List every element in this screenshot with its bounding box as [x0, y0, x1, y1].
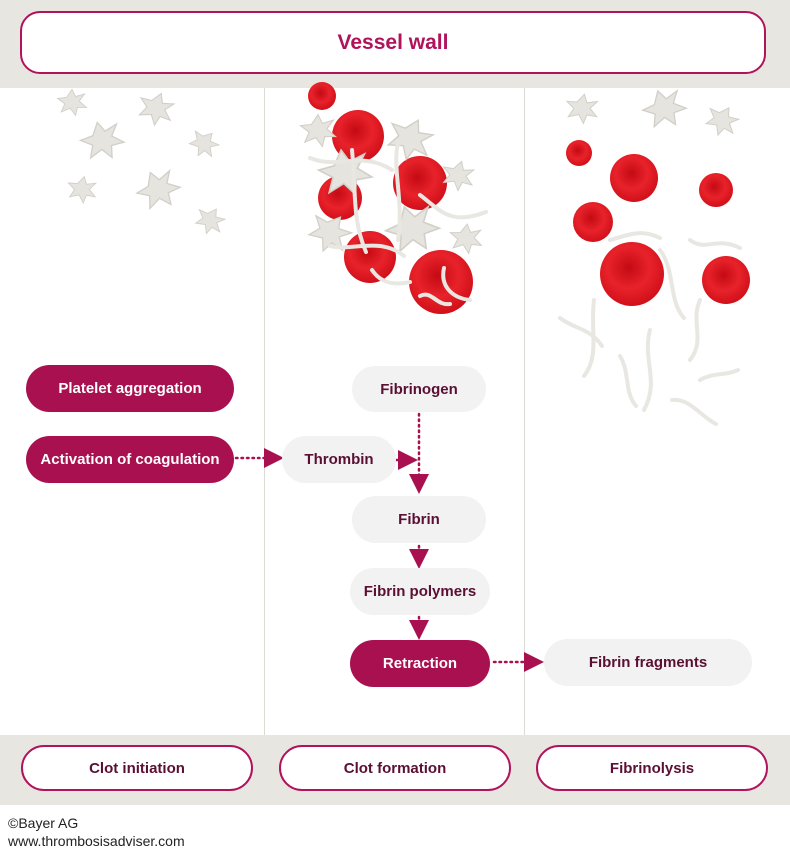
fibrinogen-node: Fibrinogen [352, 366, 486, 412]
fibrin-polymers-node: Fibrin polymers [350, 568, 490, 615]
copyright-text: ©Bayer AG [8, 815, 79, 831]
fibrin-fragments-node: Fibrin fragments [544, 639, 752, 686]
platelet-cluster-initiation [58, 88, 229, 239]
stage-clot-initiation: Clot initiation [21, 745, 253, 791]
fibrinolysis-illustration [560, 84, 750, 424]
vessel-wall-label: Vessel wall [20, 11, 766, 74]
website-text: www.thrombosisadviser.com [8, 833, 185, 849]
thrombin-node: Thrombin [282, 436, 396, 483]
platelet-aggregation-node: Platelet aggregation [26, 365, 234, 412]
footer [8, 814, 185, 850]
activation-of-coagulation-node: Activation of coagulation [26, 436, 234, 483]
stage-fibrinolysis: Fibrinolysis [536, 745, 768, 791]
fibrin-node: Fibrin [352, 496, 486, 543]
clot-formation-illustration [300, 82, 486, 314]
stage-clot-formation: Clot formation [279, 745, 511, 791]
retraction-node: Retraction [350, 640, 490, 687]
